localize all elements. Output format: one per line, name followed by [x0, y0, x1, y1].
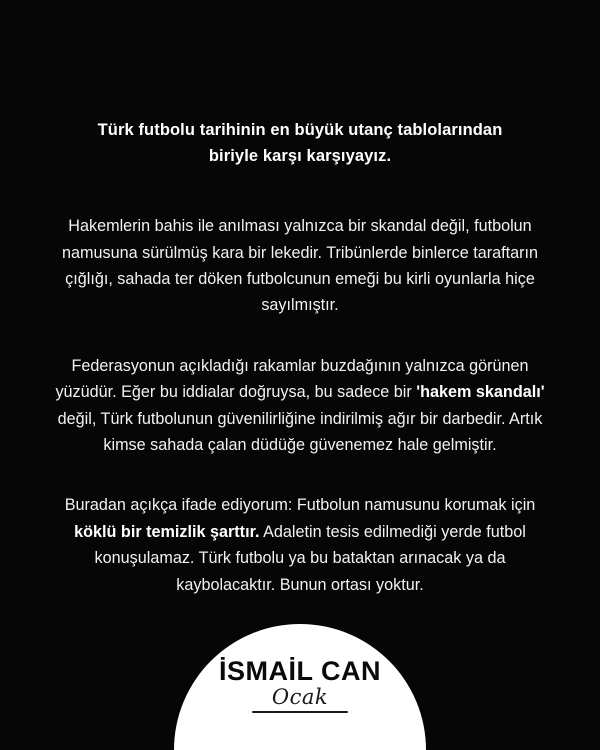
post-headline: Türk futbolu tarihinin en büyük utanç tablolarından biriyle karşı karşıyayız.	[97, 121, 503, 165]
post-paragraph-3: Buradan açıkça ifade ediyorum: Futbolun namusunu korumak için köklü bir temizlik şarttır. Adaletin tesis edilmediği yerde futbol konuşulamaz. Türk futbolu ya bu bataktan arınacak ya da kaybolacaktır. Bunun ortası yoktur.	[64, 496, 536, 594]
post-content	[53, 118, 547, 598]
brand-logo-name: İSMAİL CAN	[218, 656, 381, 686]
post-paragraph-1: Hakemlerin bahis ile anılması yalnızca bir skandal değil, futbolun namusuna sürülmüş kara bir lekedir. Tribünlerde binlerce taraftarın çığlığı, sahada ter döken futbolcunun emeği bu kirli oyunlarla hiçe sayılmıştır.	[62, 217, 538, 315]
brand-logo-underline	[252, 711, 348, 713]
brand-logo	[174, 624, 426, 750]
footer-branding	[0, 624, 600, 750]
brand-logo-surname: Ocak	[271, 685, 329, 709]
post-paragraph-2: Federasyonun açıkladığı rakamlar buzdağının yalnızca görünen yüzüdür. Eğer bu iddialar doğruysa, bu sadece bir 'hakem skandalı' değil, Türk futbolunun güvenilirliğine indirilmiş ağır bir darbedir. Artık kimse sahada çalan düdüğe güvenemez hale gelmiştir.	[55, 356, 545, 454]
